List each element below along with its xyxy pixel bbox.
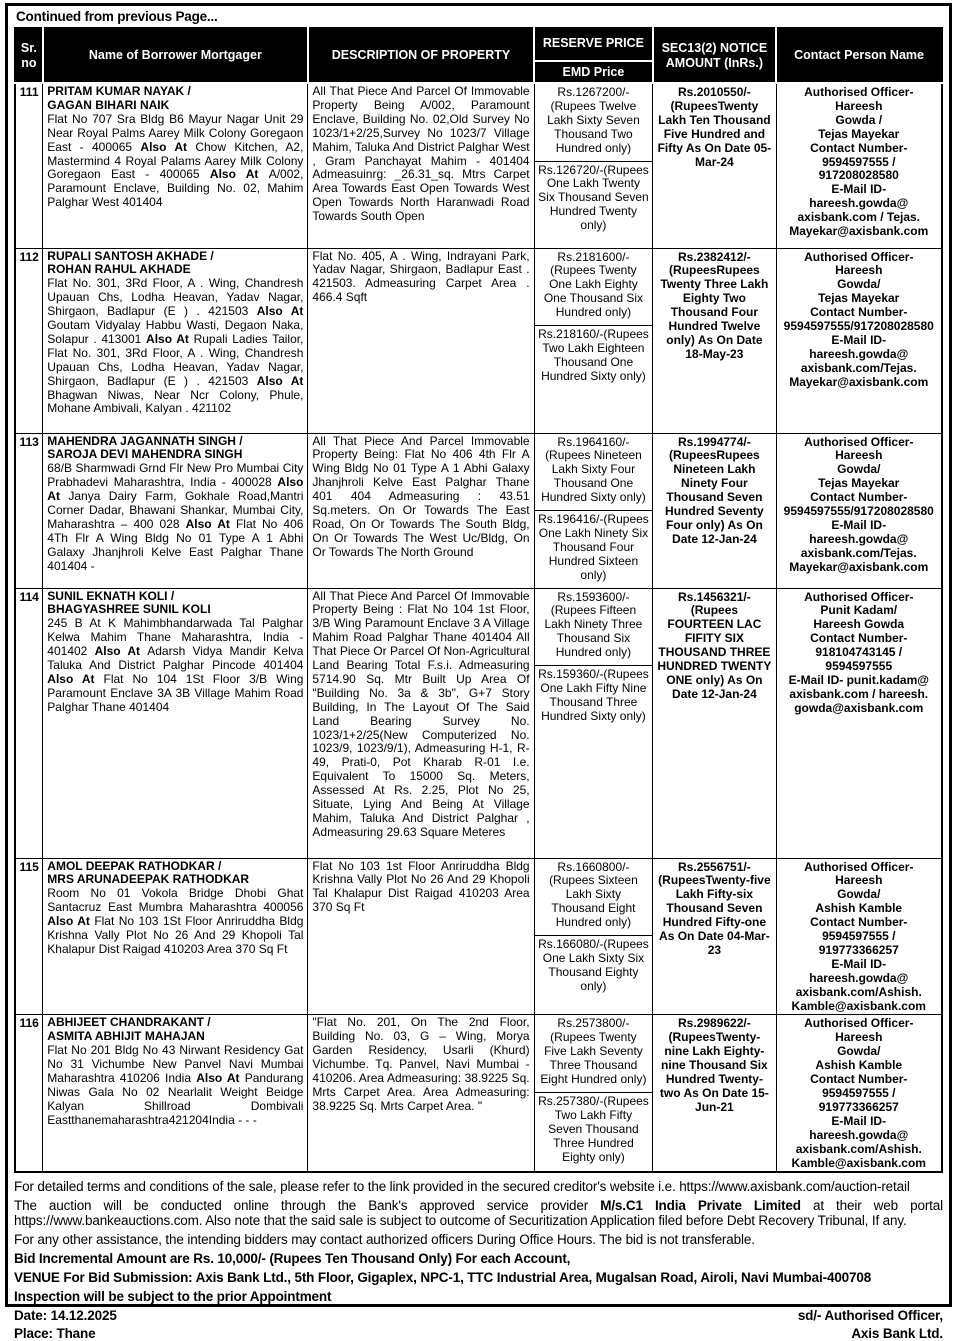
address-text: A/002, Paramount Enclave, Building No. 02, Mahim Palghar West 401404 (47, 167, 304, 210)
borrower-name: AMOL DEEPAK RATHODKAR / (47, 858, 222, 873)
date-signature-row (14, 1308, 943, 1323)
table-row (15, 83, 942, 248)
contact-line: Authorised Officer- Hareesh (804, 249, 914, 278)
cell-prices (534, 588, 653, 858)
contact-line: 9594597555/917208028580 (783, 319, 934, 334)
borrower-name: SUNIL EKNATH KOLI / (47, 588, 175, 603)
cell-notice-amount: Rs.2010550/- (RupeesTwenty Lakh Ten Thousand Five Hundred and Fifty As On Date 05-Mar-24 (653, 83, 776, 248)
also-at-label: Also At (146, 331, 194, 346)
contact-line: Contact Number- (810, 631, 908, 646)
contact-line: Authorised Officer- Hareesh (804, 85, 914, 113)
terms-note: For detailed terms and conditions of the sale, please refer to the link provided in the secured creditor's website i.e. https://www.axisbank.com/auction-retail (14, 1179, 910, 1195)
also-at-label: Also At (185, 516, 236, 531)
header-sr-line2: no (21, 55, 37, 70)
cell-prices (534, 858, 653, 1015)
cell-property-description: All That Piece And Parcel Immovable Property Being: Flat No 406 4th Flr A Wing Bldg No 01 Type A 1 Abhi Galaxy Jhanjhroli Kelve East Palghar Thane 401 404 Admeasuring : 43.51 Sq.meters. On Or Towards The East Road, On Or Towards The South Bldg, On Or Towards The West Uc/Bldg, On Or Towards The North Ground (308, 433, 534, 588)
emd-price-value: Rs.159360/-(Rupees One Lakh Fifty Nine Thousand Three Hundred Sixty only) (538, 667, 649, 723)
also-at-label: Also At (47, 671, 104, 686)
assistance-note: For any other assistance, the intending bidders may contact authorized officers During Office Hours. The bid is not transferable. (14, 1232, 755, 1248)
borrower-address (47, 617, 303, 714)
cell-borrower (43, 588, 308, 858)
cell-property-description: All That Piece And Parcel Of Immovable Property Being A/002, Paramount Enclave, Building No. 02,Old Survey No 1023/1+2/25,Survey No 1023/7 Village Mahim, Taluka And District Palghar West , Gram Panchayat Mahim - 401404 Admeasuinrg: _26.31_sq. Mtrs Carpet Area Towards East Open Towards West Open Towards North Haranwadi Road Towards South Open (308, 83, 534, 248)
cell-sr-no: 114 (15, 588, 43, 858)
contact-line: 9594597555/917208028580 (783, 504, 934, 519)
also-at-label: Also At (94, 644, 148, 659)
cell-prices (534, 1015, 653, 1172)
borrower-name: MRS ARUNADEEPAK RATHODKAR (47, 872, 250, 887)
borrower-address (47, 1044, 303, 1127)
cell-notice-amount: Rs.1994774/- (RupeesRupees Nineteen Lakh Ninety Four Thousand Seven Hundred Seventy Four only) As On Date 12-Jan-24 (653, 433, 776, 588)
contact-line: gowda@axisbank.com (794, 700, 924, 715)
cell-sr-no: 113 (15, 433, 43, 588)
contact-line: Authorised Officer- (804, 589, 914, 604)
contact-line: Tejas Mayekar (818, 126, 900, 141)
reserve-price-value: Rs.2573800/- (Rupees Twenty Five Lakh Seventy Three Thousand Eight Hundred only) (535, 1015, 653, 1093)
bid-increment-note: Bid Incremental Amount are Rs. 10,000/- (Rupees Ten Thousand Only) For each Account, (14, 1251, 571, 1267)
also-at-label: Also At (209, 167, 269, 182)
borrower-name: BHAGYASHREE SUNIL KOLI (47, 602, 211, 617)
cell-prices (534, 248, 653, 433)
also-at-label: Also At (47, 475, 304, 504)
borrower-address (47, 887, 303, 957)
borrower-address (47, 113, 303, 210)
service-provider-name: M/s.C1 India Private Limited (600, 1198, 801, 1214)
address-text: Goutam Vidyalay Habbu Wasti, Degaon Naka, Solapur . 413001 (47, 318, 304, 346)
borrower-name: ROHAN RAHUL AKHADE (47, 262, 191, 277)
cell-property-description: Flat No. 405, A . Wing, Indrayani Park, Yadav Nagar, Shirgaon, Badlapur East . 421503. Admeasuring Carpet Area . 466.4 Sqft (308, 248, 534, 433)
footer-notes (14, 1179, 943, 1341)
cell-notice-amount: Rs.2989622/- (RupeesTwenty-nine Lakh Eighty-nine Thousand Six Hundred Twenty-two As On Date 15-Jun-21 (653, 1015, 776, 1172)
cell-borrower (43, 1015, 308, 1172)
address-text: Adarsh Vidya Mandir Kelva Taluka And District Palghar Pincode 401404 (47, 644, 304, 673)
borrower-name: MAHENDRA JAGANNATH SINGH / (47, 433, 243, 448)
header-notice-line1: SEC13(2) NOTICE (661, 41, 768, 55)
borrower-name: ABHIJEET CHANDRAKANT / (47, 1015, 211, 1030)
reserve-price-value: Rs.1660800/- (Rupees Sixteen Lakh Sixty Thousand Eight Hundred only) (535, 859, 653, 937)
signature-officer: sd/- Authorised Officer, (797, 1308, 943, 1324)
auction-table (14, 27, 943, 1173)
header-contact-person: Contact Person Name (776, 28, 942, 83)
contact-line: Ashish Kamble (815, 901, 903, 916)
contact-line: 9594597555 / 919773366257 (818, 1086, 899, 1114)
borrower-name: PRITAM KUMAR NAYAK / (47, 84, 191, 98)
auction-note-pre: The auction will be conducted online through the Bank's approved service provider (14, 1198, 601, 1214)
contact-line: Gowda/ (837, 462, 881, 477)
contact-line: Gowda/ (837, 1044, 881, 1059)
cell-sr-no: 115 (15, 858, 43, 1015)
cell-contact-person (776, 83, 942, 248)
address-text: Flat No 707 Sra Bldg B6 Mayur Nagar Unit 29 Near Royal Palms Aarey Milk Colony Goregaon East - 400065 (47, 111, 304, 154)
cell-sr-no: 116 (15, 1015, 43, 1172)
reserve-price-value: Rs.2181600/- (Rupees Twenty One Lakh Eighty One Thousand Six Hundred only) (535, 249, 653, 327)
contact-line: Authorised Officer- Hareesh (804, 859, 914, 888)
borrower-name: RUPALI SANTOSH AKHADE / (47, 248, 214, 263)
contact-line: Mayekar@axisbank.com (789, 374, 929, 389)
cell-sr-no: 111 (15, 83, 43, 248)
address-text: Flat No 406 4Th Flr A Wing Bldg No 01 Type A 1 Abhi Galaxy Jhanjhroli Kelve East Palghar Thane 401404 - (47, 516, 304, 573)
header-notice-amount (653, 28, 776, 83)
contact-line: Punit Kadam/ (820, 603, 898, 618)
header-sr-line1: Sr. (20, 41, 37, 55)
table-row (15, 248, 942, 433)
inspection-note: Inspection will be subject to the prior Appointment (14, 1289, 332, 1305)
table-row (15, 1015, 942, 1172)
contact-line: Contact Number- (810, 490, 908, 505)
cell-contact-person (776, 1015, 942, 1172)
address-text: Flat No 201 Bldg No 43 Nirwant Residency Gat No 31 Vichumbe New Panvel Navi Mumbai Maharashtra 410206 India (47, 1043, 304, 1086)
cell-contact-person (776, 433, 942, 588)
contact-line: Mayekar@axisbank.com (789, 224, 929, 239)
contact-line: E-Mail ID- hareesh.gowda@ (809, 517, 909, 546)
borrower-name: GAGAN BIHARI NAIK (47, 97, 170, 112)
table-body (15, 83, 942, 1172)
date-label: Date: 14.12.2025 (14, 1308, 117, 1324)
emd-price-value: Rs.218160/-(Rupees Two Lakh Eighteen Thousand One Hundred Sixty only) (538, 327, 649, 383)
table-header (15, 28, 942, 83)
emd-price-value: Rs.257380/-(Rupees Two Lakh Fifty Seven Thousand Three Hundred Eighty only) (538, 1094, 649, 1164)
header-borrower-name: Name of Borrower Mortgager (43, 28, 308, 83)
contact-line: Kamble@axisbank.com (791, 998, 926, 1013)
auction-note-post: at their web portal https://www.bankeauctions.com. Also note that the said sale is subject to outcome of Securitization Application filed before Debt Recovery Tribunal, If any. (14, 1198, 943, 1229)
contact-line: Tejas Mayekar (818, 476, 900, 491)
place-label: Place: Thane (14, 1326, 96, 1341)
address-text: Pandurang Niwas Gala No 02 Nearlalit Weight Beidge Kalyan Shillroad Dombivali Eastthanemaharashtra421204India - - - (47, 1071, 304, 1127)
address-text: Bhagwan Niwas, Near Ncr Colony, Phule, Mohane Ambivali, Kalyan . 421102 (47, 387, 304, 416)
signature-bank: Axis Bank Ltd. (851, 1326, 943, 1341)
cell-prices (534, 433, 653, 588)
contact-line: Tejas Mayekar (818, 291, 900, 306)
contact-line: axisbank.com/Ashish. (795, 1141, 922, 1156)
cell-contact-person (776, 858, 942, 1015)
contact-line: Contact Number- (810, 915, 908, 930)
contact-line: E-Mail ID- hareesh.gowda@ (809, 332, 909, 361)
cell-notice-amount: Rs.1456321/- (Rupees FOURTEEN LAC FIFITY SIX THOUSAND THREE HUNDRED TWENTY ONE only) As On Date 12-Jan-24 (653, 588, 776, 858)
address-text: 68/B Sharmwadi Grnd Flr New Pro Mumbai City Prabhadevi Maharashtra, India - 400028 (47, 461, 304, 490)
reserve-price-value: Rs.1267200/- (Rupees Twelve Lakh Sixty Seven Thousand Two Hundred only) (535, 84, 653, 162)
reserve-price-value: Rs.1964160/- (Rupees Nineteen Lakh Sixty Four Thousand One Hundred Sixty only) (535, 434, 653, 512)
contact-line: Gowda/ (837, 887, 881, 902)
also-at-label: Also At (140, 139, 196, 154)
cell-notice-amount: Rs.2556751/- (RupeesTwenty-five Lakh Fifty-six Thousand Seven Hundred Fifty-one As On Date 04-Mar-23 (653, 858, 776, 1015)
address-text: Flat No. 301, 3Rd Floor, A . Wing, Chandresh Upauan Chs, Lodha Heavan, Yadav Nagar, Shirgaon, Badlapur (E ) . 421503 (47, 276, 304, 319)
address-text: Janya Dairy Farm, Gokhale Road,Mantri Corner Dadar, Bhawani Shankar, Mumbai City, Maharashtra – 400 028 (47, 489, 304, 531)
contact-line: axisbank.com / hareesh. (789, 686, 929, 701)
cell-property-description: All That Piece And Parcel Of Immovable Property Being : Flat No 104 1st Floor, 3/B Wing Paramount Enclave 3 A Village Mahim Road Palghar Thane 401404 All That Piece Or Parcel Of Non-Agricultural Land Bearing Total F.s.i. Admeasuring 5714.90 Sq. Mtr Built Up Area Of "Building No. 3a & 3b", G+7 Story Building, In The Layout Of The Said Land Bearing Survey No. 1023/1+2/25(New Computerized No. 1023/9, 1023/9/1), Admeasuring H-1, R-49, Prati-0, Pot Kharab R-01 I.e. Equivalent To 15000 Sq. Meters, Assessed At Rs. 2.25, Plot No 25, Situate, Lying And Being At Village Mahim, Taluka And District Palghar , Admeasuring 29.63 Square Meteres (308, 588, 534, 858)
contact-line: axisbank.com/Ashish. (795, 984, 922, 999)
auction-provider-note (14, 1198, 943, 1228)
borrower-address (47, 462, 303, 573)
contact-line: Gowda / (835, 112, 883, 127)
header-reserve-label: RESERVE PRICE (542, 36, 645, 50)
header-description: DESCRIPTION OF PROPERTY (308, 28, 534, 83)
table-row (15, 433, 942, 588)
cell-property-description: Flat No 103 1st Floor Anriruddha Bldg Krishna Vally Plot No 26 And 29 Khopoli Tal Khalapur Dist Raigad 410203 Area 370 Sq Ft (308, 858, 534, 1015)
address-text: Flat No 104 1St Floor 3/B Wing Paramount Enclave 3A 3B Village Mahim Road Palghar Thane 401404 (47, 671, 304, 714)
contact-line: 918104743145 / 9594597555 (815, 645, 903, 674)
contact-line: Kamble@axisbank.com (791, 1155, 926, 1170)
contact-line: Contact Number- (810, 1072, 908, 1087)
contact-line: E-Mail ID- punit.kadam@ (788, 672, 929, 687)
contact-line: axisbank.com/Tejas. (800, 360, 917, 375)
cell-property-description: "Flat No. 201, On The 2nd Floor, Building No. 03, G – Wing, Morya Garden Residency, Usarli (Khurd) Vichumbe. Tq. Panvel, Navi Mumbai - 410206. Area Admeasuring: 38.9225 Sq. Mrts Carpet Area. Area Admeasuring: 38.9225 Sq. Mrts Carpet Area. " (308, 1015, 534, 1172)
address-text: Chow Kitchen, A2, Mastermind 4 Royal Palams Aarey Milk Colony Goregaon East - 400065 (47, 139, 304, 182)
cell-borrower (43, 433, 308, 588)
borrower-name: SAROJA DEVI MAHENDRA SINGH (47, 447, 243, 462)
cell-borrower (43, 83, 308, 248)
contact-line: Contact Number- (810, 305, 908, 320)
emd-price-value: Rs.196416/-(Rupees One Lakh Ninety Six Thousand Four Hundred Sixteen only) (538, 512, 649, 582)
reserve-price-value: Rs.1593600/- (Rupees Fifteen Lakh Ninety Three Thousand Six Hundred only) (535, 589, 653, 667)
venue-note: VENUE For Bid Submission: Axis Bank Ltd., 5th Floor, Gigaplex, NPC-1, TTC Industrial Area, Mugalsan Road, Airoli, Navi Mumbai-400708 (14, 1270, 872, 1286)
header-notice-line2: AMOUNT (InRs.) (665, 55, 763, 70)
contact-line: Authorised Officer- Hareesh (804, 434, 914, 463)
cell-borrower (43, 248, 308, 433)
table-row (15, 858, 942, 1015)
borrower-address (47, 277, 303, 416)
emd-price-value: Rs.126720/-(Rupees One Lakh Twenty Six Thousand Seven Hundred Twenty only) (538, 162, 649, 233)
also-at-label: Also At (47, 914, 95, 929)
also-at-label: Also At (256, 304, 304, 319)
also-at-label: Also At (256, 373, 304, 388)
borrower-name: ASMITA ABHIJIT MAHAJAN (47, 1029, 205, 1044)
cell-borrower (43, 858, 308, 1015)
contact-line: 9594597555 / 919773366257 (818, 929, 899, 957)
cell-sr-no: 112 (15, 248, 43, 433)
also-at-label: Also At (196, 1071, 245, 1086)
address-text: 245 B At K Mahimbhandarwada Tal Palghar Kelwa Mahim Thane Maharashtra, India - 401402 (47, 616, 304, 659)
contact-line: E-Mail ID- hareesh.gowda@ (809, 1113, 909, 1142)
auction-notice-page (5, 3, 952, 1341)
header-emd-label: EMD Price (535, 60, 652, 83)
emd-price-value: Rs.166080/-(Rupees One Lakh Sixty Six Thousand Eighty only) (538, 937, 649, 993)
contact-line: Hareesh Gowda (813, 617, 905, 632)
contact-line: Mayekar@axisbank.com (789, 559, 929, 574)
header-sr-no (15, 28, 43, 83)
contact-line: Gowda/ (837, 277, 881, 292)
contact-line: Ashish Kamble (815, 1058, 903, 1073)
table-row (15, 588, 942, 858)
contact-line: 9594597555 / 917208028580 (818, 154, 899, 183)
contact-line: E-Mail ID- hareesh.gowda@ (809, 182, 909, 211)
contact-line: Authorised Officer- Hareesh (804, 1016, 914, 1045)
address-text: Flat No 103 1St Floor Anriruddha Bldg Krishna Vally Plot No 26 And 29 Khopoli Tal Khalapur Dist Raigad 410203 Area 370 Sq Ft (47, 914, 304, 956)
cell-prices (534, 83, 653, 248)
contact-line: axisbank.com/Tejas. (800, 545, 917, 560)
contact-line: E-Mail ID- hareesh.gowda@ (809, 956, 909, 985)
place-bank-row (14, 1326, 943, 1341)
contact-line: axisbank.com / Tejas. (797, 210, 921, 225)
continued-note: Continued from previous Page... (16, 9, 218, 24)
address-text: Room No 01 Vokola Bridge Dhobi Ghat Santacruz East Mumbra Maharashtra 400056 (47, 886, 304, 915)
cell-contact-person (776, 248, 942, 433)
cell-contact-person (776, 588, 942, 858)
cell-notice-amount: Rs.2382412/- (RupeesRupees Twenty Three Lakh Eighty Two Thousand Four Hundred Twelve only) As On Date 18-May-23 (653, 248, 776, 433)
header-reserve-price (534, 28, 653, 83)
address-text: Rupali Ladies Tailor, Flat No. 301, 3Rd Floor, A . Wing, Chandresh Upauan Chs, Lodha Heavan, Yadav Nagar, Shirgaon, Badlapur (E ) . 421503 (47, 331, 304, 388)
contact-line: Contact Number- (810, 140, 908, 155)
